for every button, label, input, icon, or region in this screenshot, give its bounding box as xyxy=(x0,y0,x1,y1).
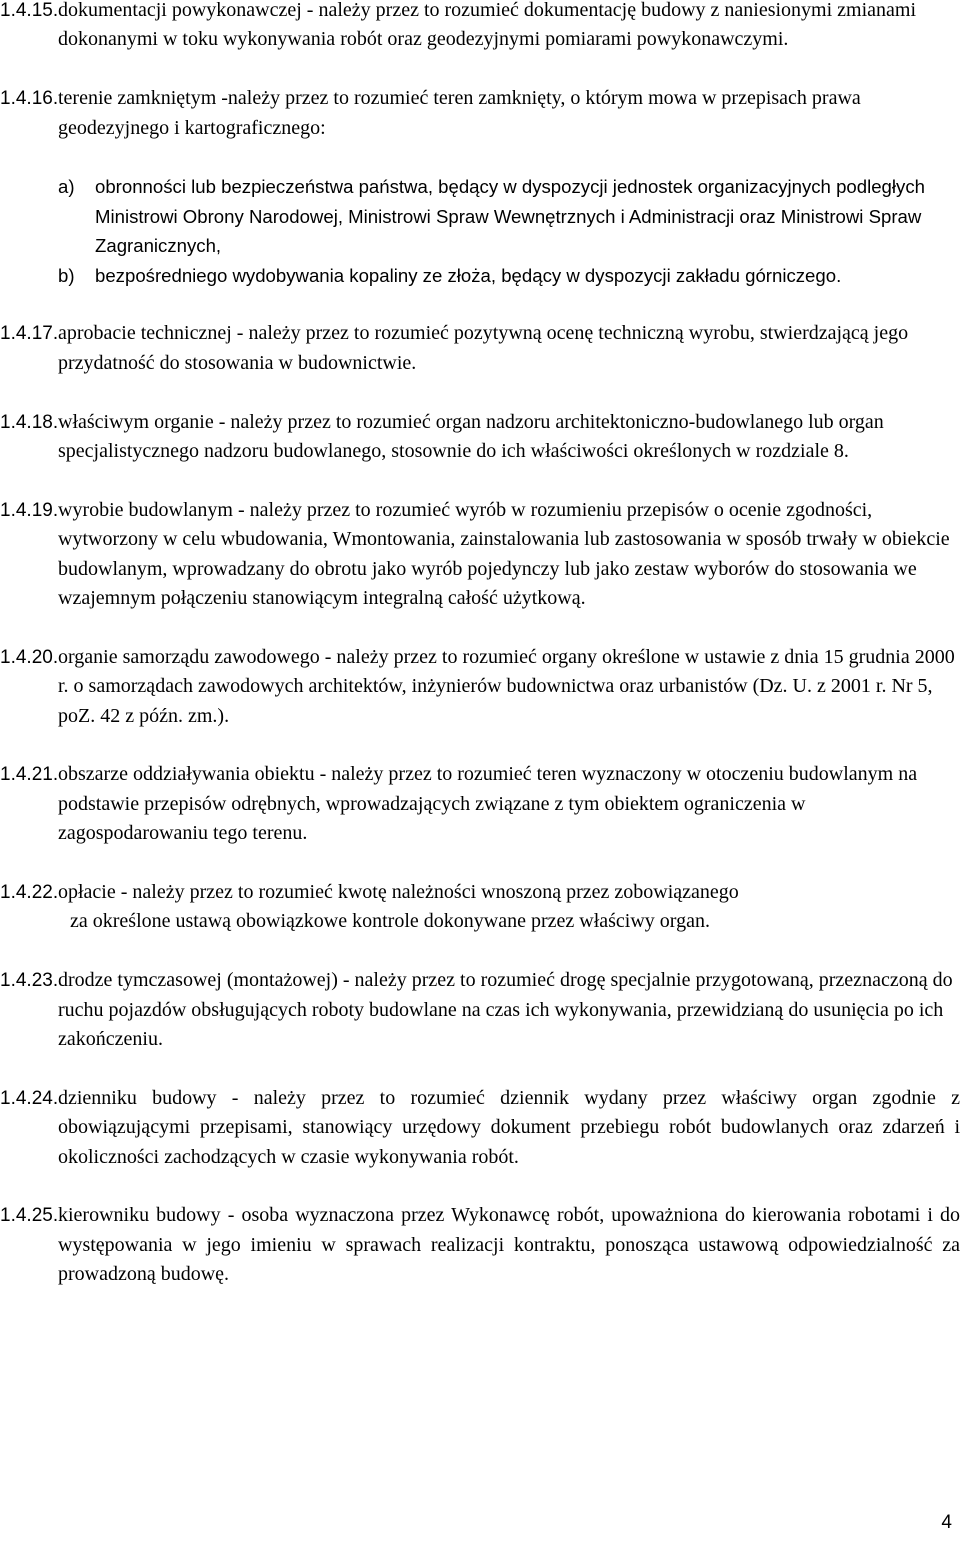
section-number: 1.4.25. xyxy=(0,1205,59,1227)
section-number: 1.4.20. xyxy=(0,646,59,668)
section-text: aprobacie technicznej - należy przez to rozumieć pozytywną ocenę techniczną wyrobu, stwierdzającą jego przydatność do stosowania w budownictwie. xyxy=(58,322,909,374)
list-item xyxy=(0,261,960,290)
section-1-4-22 xyxy=(0,878,960,937)
section-text: drodze tymczasowej (montażowej) - należy przez to rozumieć drogę specjalnie przygotowaną, przeznaczoną do ruchu pojazdów obsługujących roboty budowlane na czas ich wykonywania, przewidzianą do usunięcia po ich zakończeniu. xyxy=(58,969,953,1051)
section-number: 1.4.15. xyxy=(0,0,59,21)
section-text: terenie zamkniętym -należy przez to rozumieć teren zamknięty, o którym mowa w przepisach prawa geodezyjnego i kartograficznego: xyxy=(58,87,861,139)
section-1-4-24 xyxy=(0,1084,960,1172)
section-number: 1.4.19. xyxy=(0,499,59,521)
enumerated-list xyxy=(0,172,960,290)
section-1-4-19 xyxy=(0,496,960,614)
section-number: 1.4.24. xyxy=(0,1087,59,1109)
section-text: dzienniku budowy - należy przez to rozumieć dziennik wydany przez właściwy organ zgodnie z obowiązującymi przepisami, stanowiący urzędowy dokument przebiegu robót budowlanych oraz zdarzeń i okoliczności zachodzących w czasie wykonywania robót. xyxy=(58,1086,960,1168)
section-text xyxy=(58,878,960,937)
section-number: 1.4.22. xyxy=(0,882,59,904)
section-text: kierowniku budowy - osoba wyznaczona przez Wykonawcę robót, upoważniona do kierowania robotami i do występowania w jego imieniu w sprawach realizacji kontraktu, ponosząca ustawową odpowiedzialność za prowadzoną budowę. xyxy=(58,1204,960,1286)
section-1-4-17 xyxy=(0,319,960,378)
section-text-line: opłacie - należy przez to rozumieć kwotę należności wnoszoną przez zobowiązanego xyxy=(58,881,739,904)
section-1-4-15 xyxy=(0,0,960,55)
section-text: wyrobie budowlanym - należy przez to rozumieć wyrób w rozumieniu przepisów o ocenie zgodności, wytworzony w celu wbudowania, Wmontowania, zainstalowania lub zastosowania w sposób trwały w obiekcie budowlanym, wprowadzany do obrotu jako wyrób pojedynczy lub jako zestaw wyborów do stosowania we wzajemnym połączeniu stanowiącym integralną całość użytkową. xyxy=(58,498,950,610)
section-text: obszarze oddziaływania obiektu - należy przez to rozumieć teren wyznaczony w otoczeniu budowlanym na podstawie przepisów odrębnych, wprowadzających związane z tym obiektem ograniczenia w zagospodarowaniu tego terenu. xyxy=(58,763,918,845)
section-text: właściwym organie - należy przez to rozumieć organ nadzoru architektoniczno-budowlanego lub organ specjalistycznego nadzoru budowlanego, stosownie do ich właściwości określonych w rozdziale 8. xyxy=(58,410,884,463)
list-item-text: obronności lub bezpieczeństwa państwa, będący w dyspozycji jednostek organizacyjnych podległych Ministrowi Obrony Narodowej, Ministrowi Spraw Wewnętrznych i Administracji oraz Ministrowi Spraw Zagranicznych, xyxy=(95,176,925,257)
section-1-4-18 xyxy=(0,408,960,467)
section-number: 1.4.17. xyxy=(0,323,59,345)
section-text: dokumentacji powykonawczej - należy przez to rozumieć dokumentację budowy z naniesionymi zmianami dokonanymi w toku wykonywania robót oraz geodezyjnymi pomiarami powykonawczymi. xyxy=(58,0,917,51)
section-number: 1.4.18. xyxy=(0,411,59,433)
section-text-line: za określone ustawą obowiązkowe kontrole dokonywane przez właściwy organ. xyxy=(70,910,710,933)
section-number: 1.4.16. xyxy=(0,88,59,110)
section-1-4-20 xyxy=(0,643,960,731)
section-1-4-16 xyxy=(0,84,960,143)
list-item-text: bezpośredniego wydobywania kopaliny ze złoża, będący w dyspozycji zakładu górniczego. xyxy=(95,264,842,286)
list-item xyxy=(0,172,960,260)
section-number: 1.4.23. xyxy=(0,970,59,992)
section-1-4-25 xyxy=(0,1201,960,1289)
page-number: 4 xyxy=(941,1512,952,1533)
section-number: 1.4.21. xyxy=(0,764,59,786)
section-1-4-23 xyxy=(0,966,960,1054)
list-item-label: b) xyxy=(58,264,75,286)
section-1-4-21 xyxy=(0,760,960,848)
list-item-label: a) xyxy=(58,176,75,198)
section-text: organie samorządu zawodowego - należy przez to rozumieć organy określone w ustawie z dnia 15 grudnia 2000 r. o samorządach zawodowych architektów, inżynierów budownictwa oraz urbanistów (Dz. U. z 2001 r. Nr 5, poZ. 42 z późn. zm.). xyxy=(58,645,955,727)
